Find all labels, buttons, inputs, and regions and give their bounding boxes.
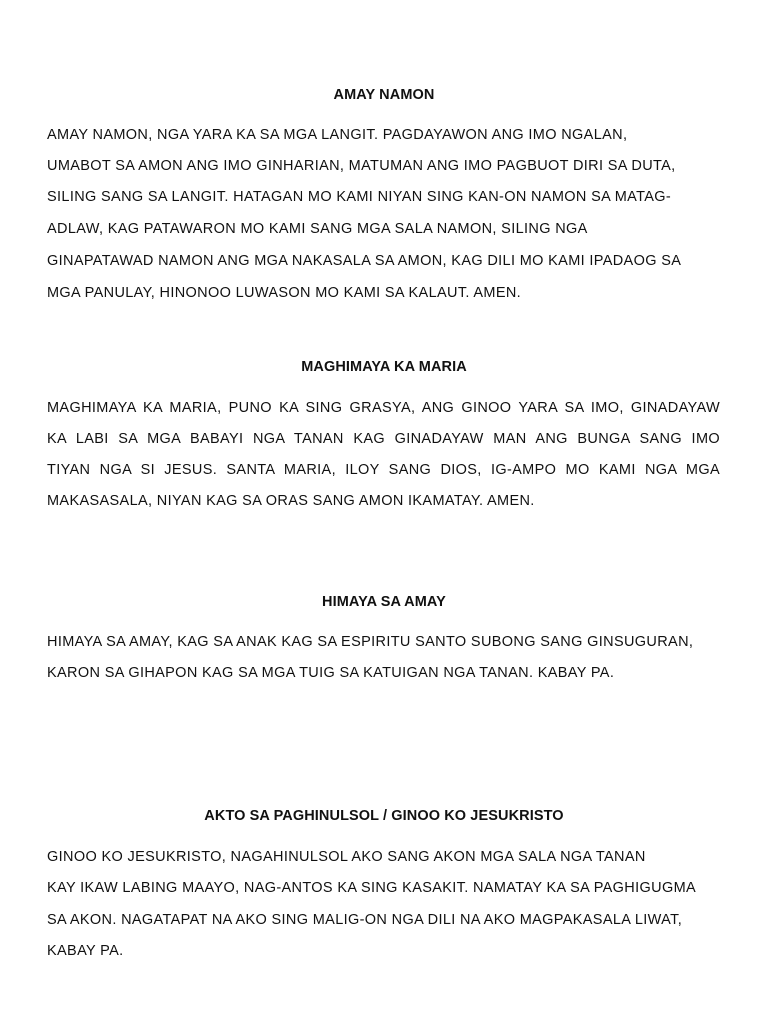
paragraph-line: GINOO KO JESUKRISTO, NAGAHINULSOL AKO SANG AKON MGA SALA NGA TANAN [47, 849, 646, 865]
section-title-akto-sa-paghinulsol: AKTO SA PAGHINULSOL / GINOO KO JESUKRISTO [204, 808, 564, 824]
section-title-himaya-sa-amay: HIMAYA SA AMAY [322, 594, 446, 610]
paragraph-line: KA LABI SA MGA BABAYI NGA TANAN KAG GINADAYAW MAN ANG BUNGA SANG IMO [47, 431, 720, 447]
paragraph-line: AMAY NAMON, NGA YARA KA SA MGA LANGIT. PAGDAYAWON ANG IMO NGALAN, [47, 127, 628, 143]
paragraph-line: KAY IKAW LABING MAAYO, NAG-ANTOS KA SING KASAKIT. NAMATAY KA SA PAGHIGUGMA [47, 880, 697, 896]
paragraph-line: MAGHIMAYA KA MARIA, PUNO KA SING GRASYA, ANG GINOO YARA SA IMO, GINADAYAW [47, 400, 720, 416]
paragraph-line: HIMAYA SA AMAY, KAG SA ANAK KAG SA ESPIRITU SANTO SUBONG SANG GINSUGURAN, [47, 634, 694, 650]
paragraph-line: KABAY PA. [47, 943, 124, 959]
paragraph-line: UMABOT SA AMON ANG IMO GINHARIAN, MATUMAN ANG IMO PAGBUOT DIRI SA DUTA, [47, 158, 676, 174]
paragraph-line: TIYAN NGA SI JESUS. SANTA MARIA, ILOY SANG DIOS, IG-AMPO MO KAMI NGA MGA [47, 462, 720, 478]
paragraph-line: SILING SANG SA LANGIT. HATAGAN MO KAMI NIYAN SING KAN-ON NAMON SA MATAG- [47, 189, 672, 205]
section-title-amay-namon: AMAY NAMON [333, 87, 435, 103]
paragraph-line: ADLAW, KAG PATAWARON MO KAMI SANG MGA SALA NAMON, SILING NGA [47, 221, 588, 237]
paragraph-line: SA AKON. NAGATAPAT NA AKO SING MALIG-ON NGA DILI NA AKO MAGPAKASALA LIWAT, [47, 912, 683, 928]
paragraph-line: GINAPATAWAD NAMON ANG MGA NAKASALA SA AMON, KAG DILI MO KAMI IPADAOG SA [47, 253, 682, 269]
paragraph-line: MAKASASALA, NIYAN KAG SA ORAS SANG AMON IKAMATAY. AMEN. [47, 493, 535, 509]
paragraph-line: MGA PANULAY, HINONOO LUWASON MO KAMI SA KALAUT. AMEN. [47, 285, 522, 301]
section-title-maghimaya-ka-maria: MAGHIMAYA KA MARIA [301, 359, 467, 375]
paragraph-line: KARON SA GIHAPON KAG SA MGA TUIG SA KATUIGAN NGA TANAN. KABAY PA. [47, 665, 615, 681]
